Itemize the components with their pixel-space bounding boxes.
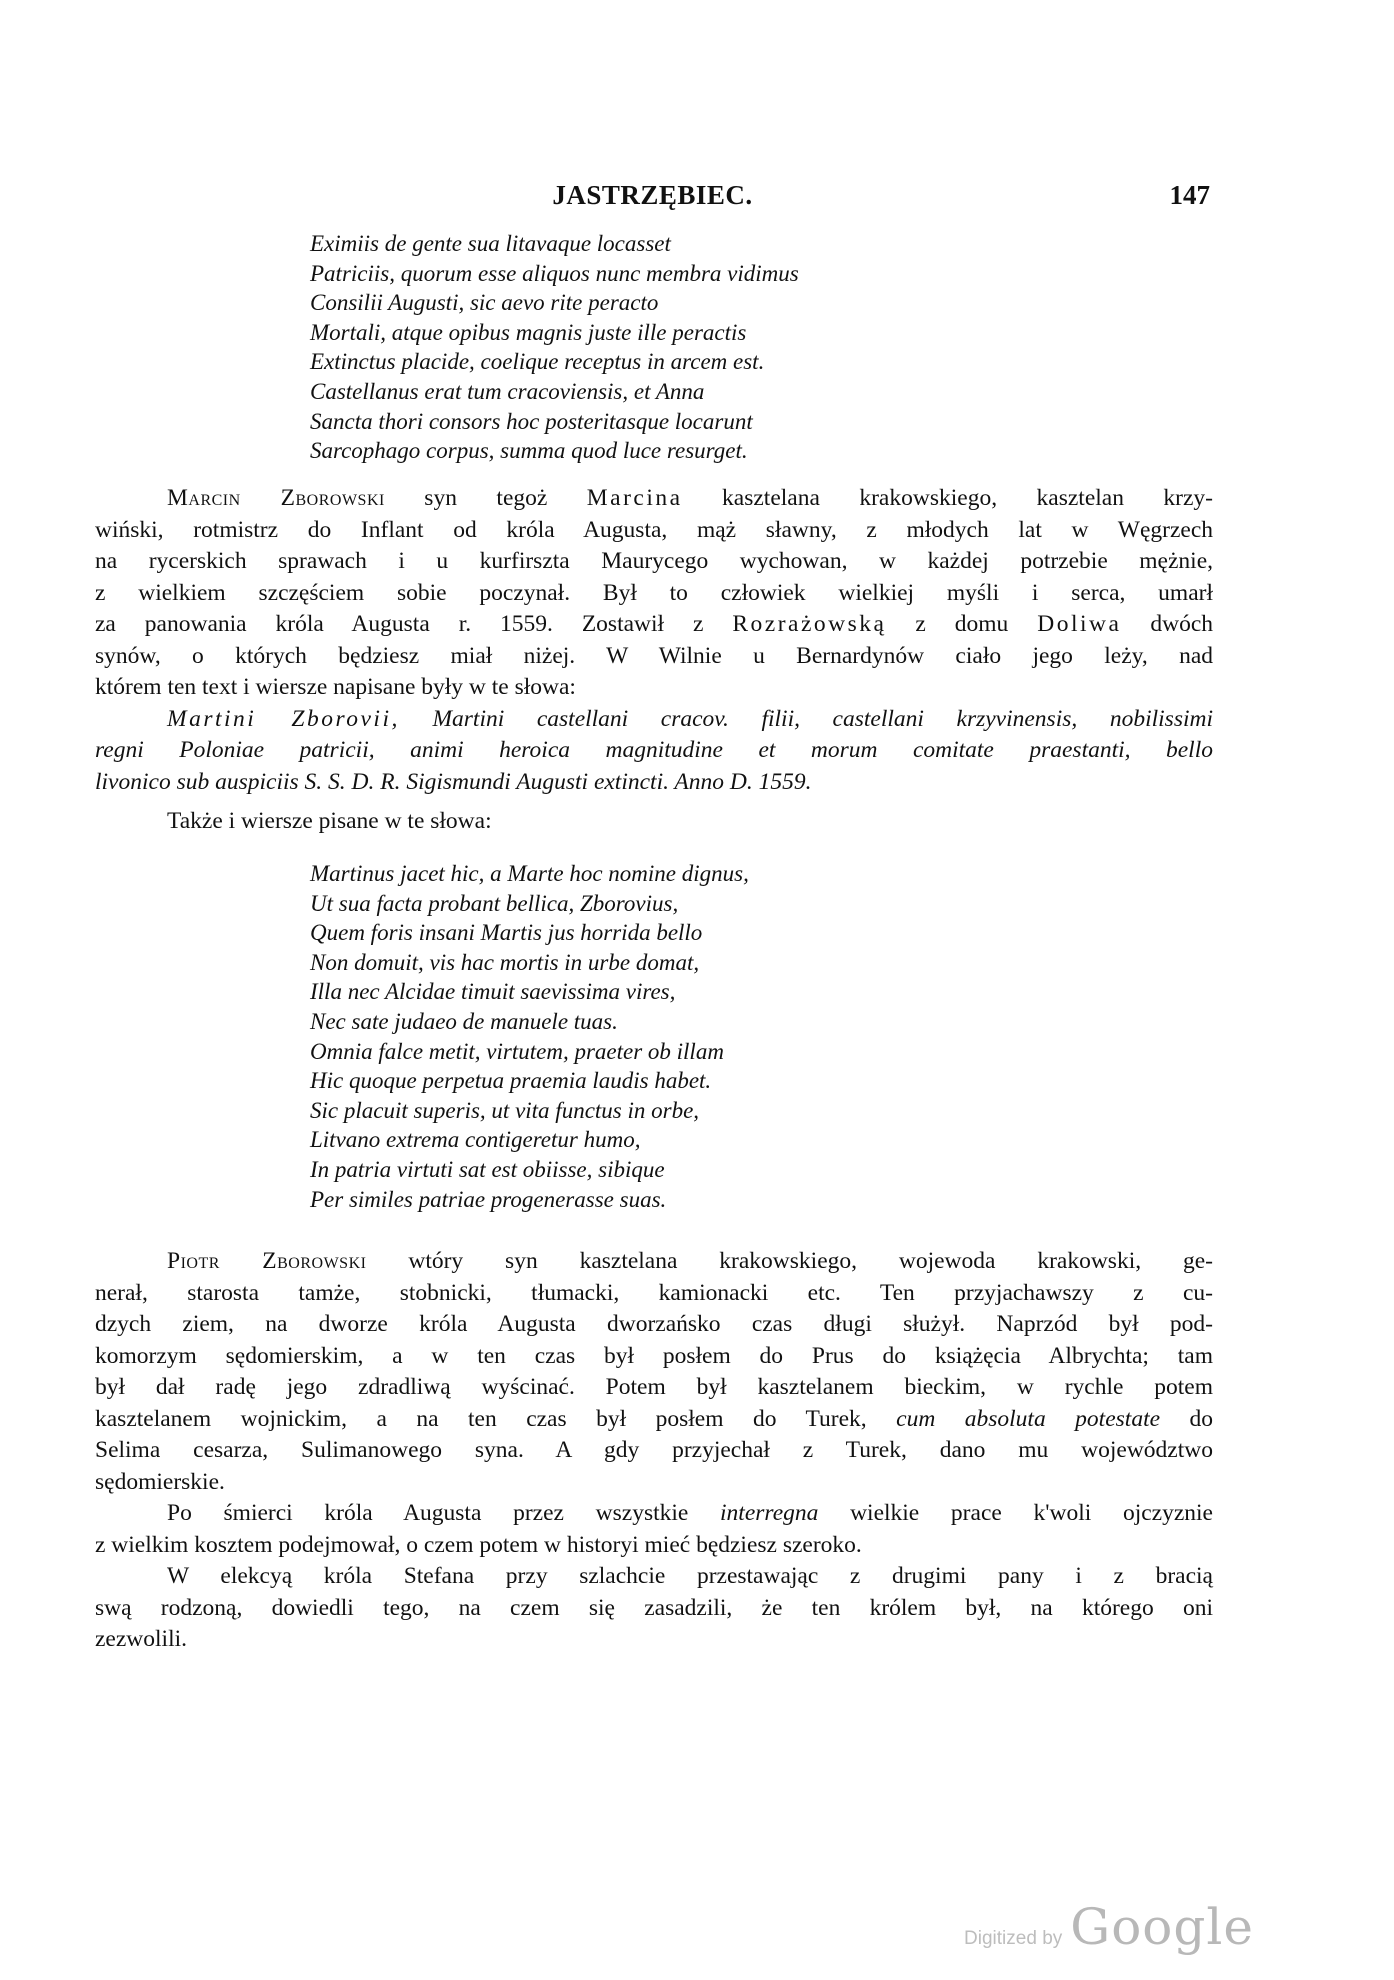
paragraph-line: Marcin Zborowski syn tegoż Marcina kasztelana krakowskiego, kasztelan krzy-: [167, 485, 1213, 511]
epitaph-poem-top: [310, 229, 799, 466]
paragraph-line: Selima cesarza, Sulimanowego syna. A gdy przyjechał z Turek, dano mu województwo: [95, 1437, 1213, 1463]
poem-line: Hic quoque perpetua praemia laudis habet.: [310, 1068, 712, 1094]
latin-epitaph-line: livonico sub auspiciis S. S. D. R. Sigismundi Augusti extincti. Anno D. 1559.: [95, 768, 812, 795]
digitized-by-label: Digitized by: [964, 1928, 1063, 1949]
poem-line: Ut sua facta probant bellica, Zborovius,: [310, 890, 679, 916]
poem-line: Per similes patriae progenerasse suas.: [310, 1186, 667, 1212]
paragraph-line: z wielkim kosztem podejmował, o czem potem w historyi mieć będziesz szeroko.: [95, 1531, 862, 1558]
paragraph-line: za panowania króla Augusta r. 1559. Zostawił z Rozrażowską z domu Doliwa dwóch: [95, 611, 1214, 637]
marcin-zborowski-entry: [95, 483, 1213, 838]
digitized-by-google-watermark: [964, 1898, 1254, 1956]
google-logo: Google: [1070, 1898, 1254, 1956]
person-name: Piotr Zborowski: [167, 1248, 367, 1274]
poem-line: Illa nec Alcidae timuit saevissima vires,: [310, 979, 676, 1005]
latin-epitaph-line: regni Poloniae patricii, animi heroica magnitudine et morum comitate praestanti, bello: [95, 737, 1213, 763]
poem-line: Castellanus erat tum cracoviensis, et Anna: [310, 378, 705, 404]
paragraph-line: dzych ziem, na dworze króla Augusta dworzańsko czas długi służył. Naprzód był pod-: [95, 1311, 1213, 1337]
paragraph-line: którem ten text i wiersze napisane były w te słowa:: [95, 674, 576, 700]
piotr-zborowski-entry: [95, 1246, 1213, 1656]
paragraph-line: synów, o których będziesz miał niżej. W Wilnie u Bernardynów ciało jego leży, nad: [95, 642, 1213, 669]
poem-line: Quem foris insani Martis jus horrida bello: [310, 920, 703, 946]
paragraph-line: Piotr Zborowski wtóry syn kasztelana krakowskiego, wojewoda krakowski, ge-: [167, 1248, 1213, 1274]
running-title: JASTRZĘBIEC.: [552, 180, 753, 210]
paragraph-line: sędomierskie.: [95, 1468, 225, 1495]
poem-line: Sarcophago corpus, summa quod luce resurget.: [310, 438, 748, 464]
poem-line: Litvano extrema contigeretur humo,: [310, 1127, 641, 1153]
paragraph-line: na rycerskich sprawach i u kurfirszta Maurycego wychowan, w każdej potrzebie mężnie,: [95, 548, 1213, 574]
paragraph-line: Po śmierci króla Augusta przez wszystkie interregna wielkie prace k'woli ojczyznie: [167, 1500, 1213, 1526]
poem-line: Extinctus placide, coelique receptus in arcem est.: [310, 349, 765, 375]
poem-line: Consilii Augusti, sic aevo rite peracto: [310, 290, 659, 316]
poem-line: Omnia falce metit, virtutem, praeter ob illam: [310, 1038, 724, 1064]
poem-line: Sancta thori consors hoc posteritasque locarunt: [310, 408, 753, 434]
paragraph-line: komorzym sędomierskim, a w ten czas był posłem do Prus do książęcia Albrychta; tam: [95, 1342, 1213, 1369]
paragraph-line: W elekcyą króla Stefana przy szlachcie przestawając z drugimi pany i z bracią: [167, 1563, 1213, 1589]
paragraph-line: był dał radę jego zdradliwą wyścinać. Potem był kasztelanem bieckim, w rychle potem: [95, 1374, 1213, 1400]
person-name: Marcin Zborowski: [167, 485, 385, 511]
verses-intro: Także i wiersze pisane w te słowa:: [167, 808, 492, 834]
poem-line: In patria virtuti sat est obiisse, sibique: [310, 1156, 665, 1182]
poem-line: Patriciis, quorum esse aliquos nunc membra vidimus: [310, 260, 799, 286]
poem-line: Martinus jacet hic, a Marte hoc nomine dignus,: [310, 861, 749, 886]
epitaph-poem-bottom: [310, 859, 749, 1214]
paragraph-line: nerał, starosta tamże, stobnicki, tłumacki, kamionacki etc. Ten przyjachawszy z cu-: [95, 1279, 1213, 1306]
poem-line: Non domuit, vis hac mortis in urbe domat,: [310, 949, 700, 975]
paragraph-line: kasztelanem wojnickim, a na ten czas był posłem do Turek, cum absoluta potestate do: [95, 1405, 1214, 1432]
paragraph-line: z wielkiem szczęściem sobie poczynał. Był to człowiek wielkiej myśli i serca, umarł: [95, 579, 1213, 606]
poem-line: Nec sate judaeo de manuele tuas.: [310, 1008, 618, 1034]
poem-line: Sic placuit superis, ut vita functus in orbe,: [310, 1097, 700, 1123]
paragraph-line: wiński, rotmistrz do Inflant od króla Augusta, mąż sławny, z młodych lat w Węgrzech: [95, 516, 1213, 543]
page-number: 147: [1169, 180, 1210, 210]
poem-line: Mortali, atque opibus magnis juste ille peractis: [310, 319, 747, 345]
latin-epitaph-line: Martini Zborovii, Martini castellani cracov. filii, castellani krzyvinensis, nobilissimi: [167, 705, 1213, 732]
poem-line: Eximiis de gente sua litavaque locasset: [310, 231, 671, 256]
running-header: [95, 180, 1210, 214]
paragraph-line: zezwolili.: [95, 1626, 188, 1652]
paragraph-line: swą rodzoną, dowiedli tego, na czem się zasadzili, że ten królem był, na którego oni: [95, 1594, 1213, 1621]
